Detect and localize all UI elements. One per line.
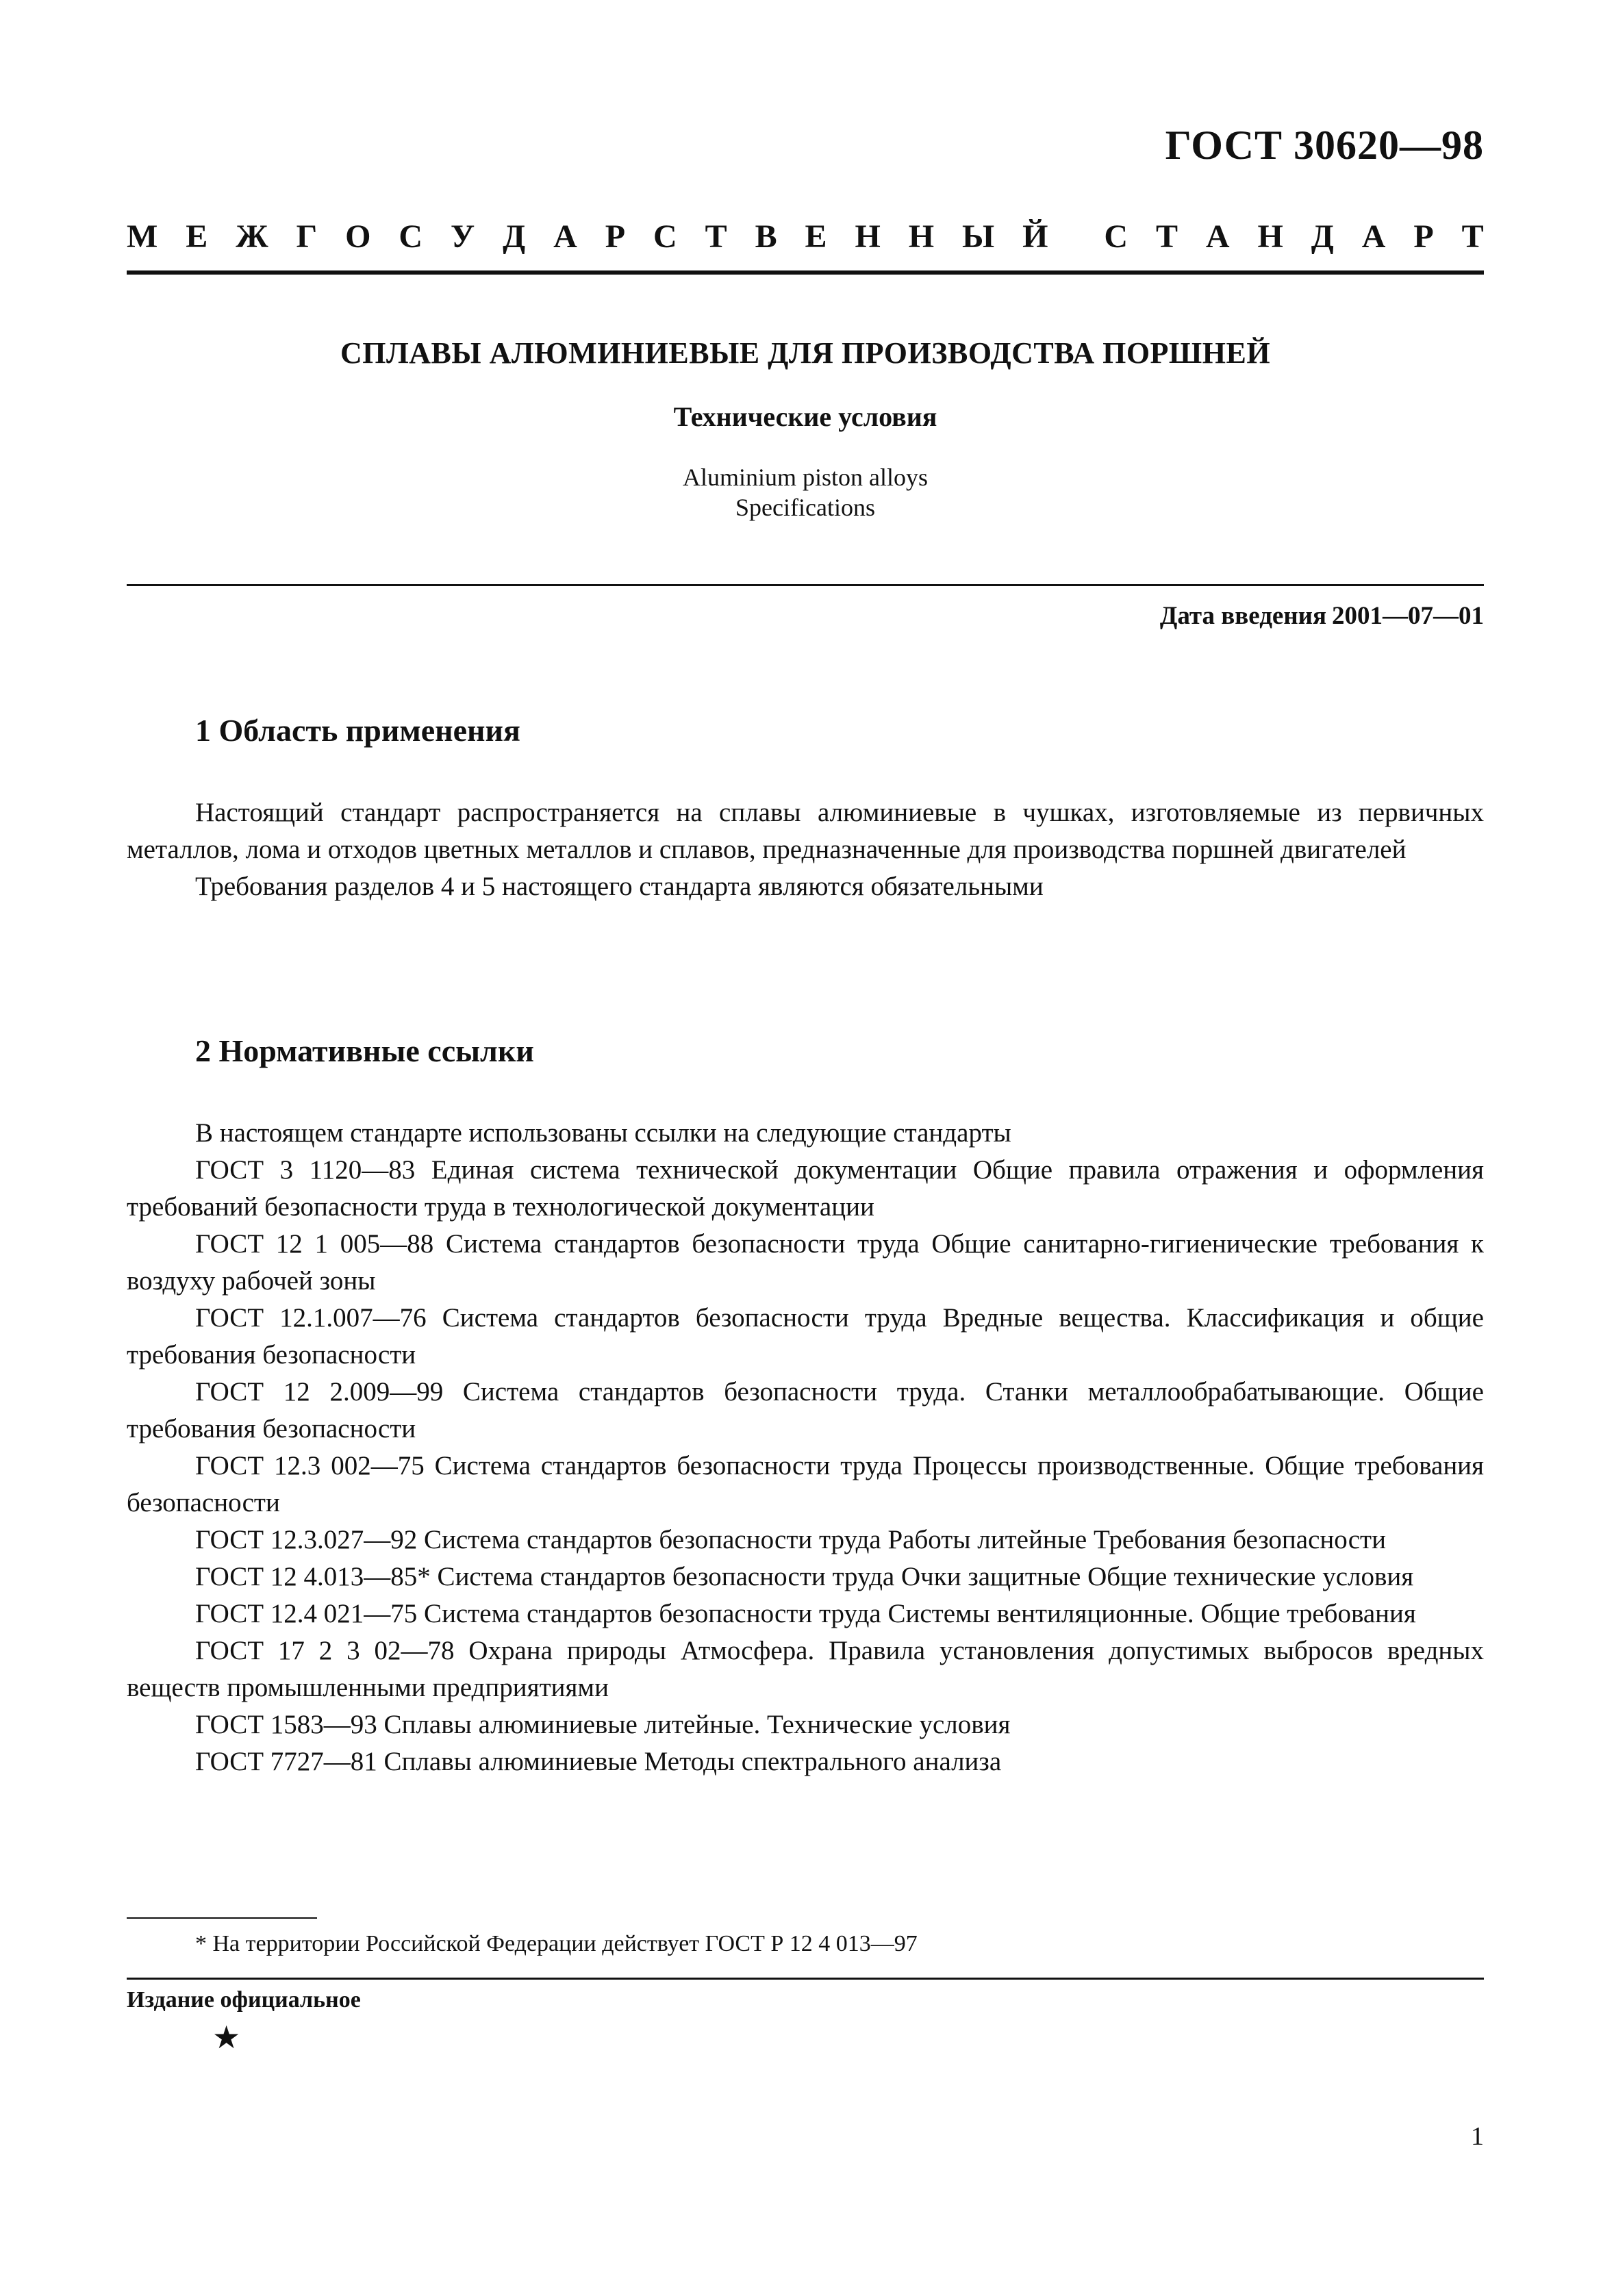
heading-letter: Н — [908, 218, 935, 255]
heading-letter: Ы — [962, 218, 995, 255]
english-title-line-2: Specifications — [735, 494, 875, 521]
section-1-heading: 1 Область применения — [195, 713, 520, 748]
heading-letter: Т — [705, 218, 727, 255]
heading-letter: С — [653, 218, 677, 255]
reference-item: ГОСТ 12.3 002—75 Система стандартов безопасности труда Процессы производственные. Общие требования безопасности — [127, 1451, 1484, 1517]
heading-letter: М — [127, 218, 158, 255]
paragraph: Требования разделов 4 и 5 настоящего стандарта являются обязательными — [195, 872, 1044, 901]
section-2-heading: 2 Нормативные ссылки — [195, 1033, 534, 1068]
intro-date — [1160, 601, 1484, 631]
reference-item: ГОСТ 12.3.027—92 Система стандартов безопасности труда Работы литейные Требования безопасности — [195, 1525, 1386, 1554]
reference-item: ГОСТ 17 2 3 02—78 Охрана природы Атмосфера. Правила установления допустимых выбросов вредных веществ промышленными предприятиями — [127, 1636, 1484, 1702]
heading-letter: Т — [1155, 218, 1178, 255]
title-rule — [127, 584, 1484, 586]
english-title-line-1: Aluminium piston alloys — [682, 464, 928, 491]
intro-date-value: 2001—07—01 — [1332, 602, 1484, 630]
heading-letter: А — [1361, 218, 1386, 255]
section-1-body — [127, 794, 1484, 905]
intro-date-label: Дата введения — [1159, 602, 1326, 630]
paragraph: Настоящий стандарт распространяется на сплавы алюминиевые в чушках, изготовляемые из первичных металлов, лома и отходов цветных металлов и сплавов, предназначенные для производства поршней двигателей — [127, 798, 1484, 864]
star-icon: ★ — [212, 2020, 241, 2055]
english-title — [127, 462, 1484, 522]
official-edition-label: Издание официальное — [127, 1987, 361, 2013]
heading-letter: У — [450, 218, 475, 255]
document-subtitle: Технические условия — [673, 401, 937, 432]
heading-letter: Р — [605, 218, 626, 255]
reference-item: ГОСТ 12 4.013—85* Система стандартов безопасности труда Очки защитные Общие технические условия — [195, 1562, 1414, 1591]
footnote-rule — [127, 1917, 317, 1919]
interstate-standard-heading — [127, 218, 1484, 255]
heading-letter: С — [1104, 218, 1128, 255]
heading-letter: Е — [805, 218, 827, 255]
heading-letter: Р — [1413, 218, 1434, 255]
footnote: * На территории Российской Федерации действует ГОСТ Р 12 4 013—97 — [195, 1931, 918, 1956]
paragraph: В настоящем стандарте использованы ссылки на следующие стандарты — [195, 1118, 1011, 1148]
heading-letter: Д — [1311, 218, 1334, 255]
reference-item: ГОСТ 3 1120—83 Единая система технической документации Общие правила отражения и оформления требований безопасности труда в технологической документации — [127, 1155, 1484, 1222]
header-rule — [127, 270, 1484, 275]
heading-letter: Ж — [236, 218, 268, 255]
heading-letter: Т — [1461, 218, 1484, 255]
heading-letter: Н — [1257, 218, 1283, 255]
heading-letter: О — [345, 218, 371, 255]
heading-letter: С — [399, 218, 423, 255]
document-title: СПЛАВЫ АЛЮМИНИЕВЫЕ ДЛЯ ПРОИЗВОДСТВА ПОРШНЕЙ — [340, 336, 1271, 370]
heading-letter: Е — [186, 218, 208, 255]
footer-rule — [127, 1978, 1484, 1980]
reference-item: ГОСТ 12.1.007—76 Система стандартов безопасности труда Вредные вещества. Классификация и общие требования безопасности — [127, 1303, 1484, 1370]
reference-item: ГОСТ 1583—93 Сплавы алюминиевые литейные. Технические условия — [195, 1710, 1011, 1739]
heading-letter: Д — [503, 218, 526, 255]
reference-item: ГОСТ 12.4 021—75 Система стандартов безопасности труда Системы вентиляционные. Общие требования — [195, 1599, 1416, 1628]
document-code: ГОСТ 30620—98 — [1165, 123, 1484, 168]
heading-letter: В — [755, 218, 777, 255]
heading-letter: А — [1205, 218, 1230, 255]
reference-item: ГОСТ 7727—81 Сплавы алюминиевые Методы спектрального анализа — [195, 1747, 1002, 1776]
reference-item: ГОСТ 12 2.009—99 Система стандартов безопасности труда. Станки металлообрабатывающие. Общие требования безопасности — [127, 1377, 1484, 1443]
heading-letter: Й — [1022, 218, 1048, 255]
heading-letter: Н — [855, 218, 881, 255]
heading-letter: Г — [296, 218, 318, 255]
section-2-body — [127, 1115, 1484, 1780]
reference-item: ГОСТ 12 1 005—88 Система стандартов безопасности труда Общие санитарно-гигиенические требования к воздуху рабочей зоны — [127, 1229, 1484, 1296]
heading-letter: А — [553, 218, 577, 255]
page-number: 1 — [1471, 2122, 1484, 2151]
